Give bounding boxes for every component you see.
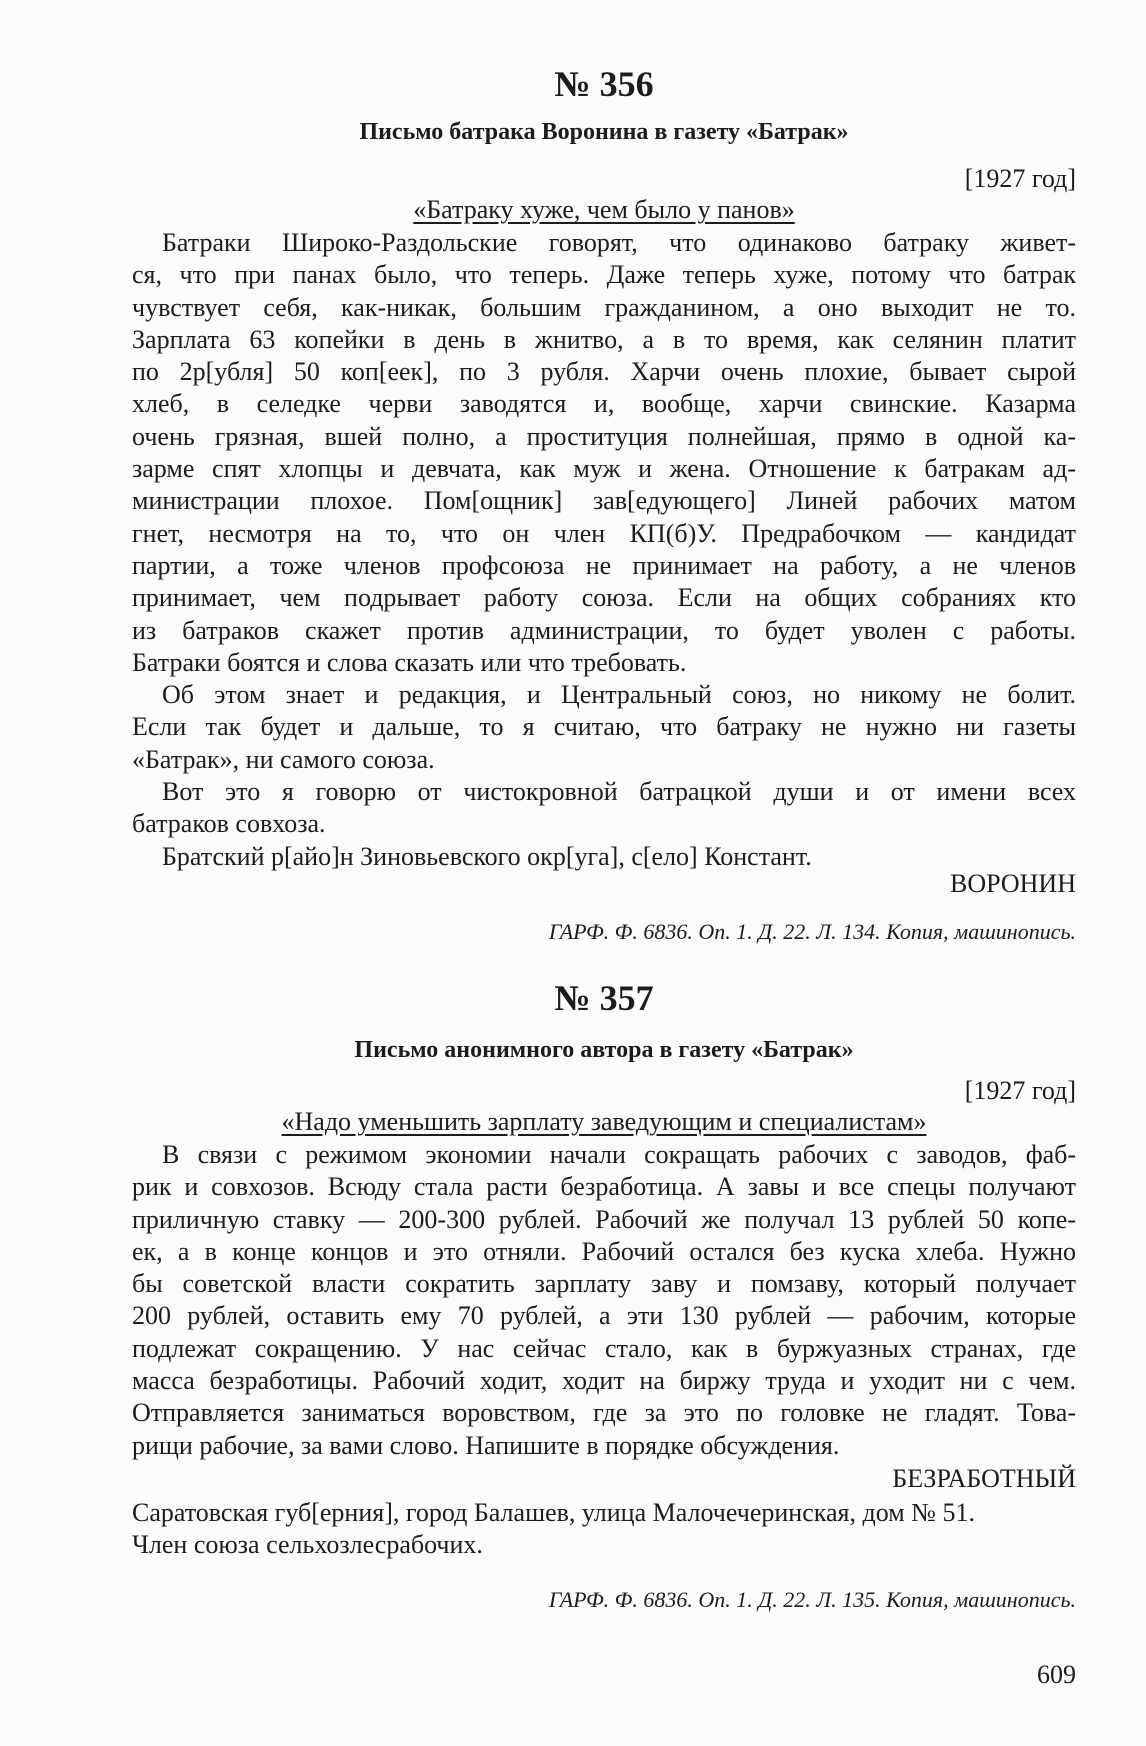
archive-source: ГАРФ. Ф. 6836. Оп. 1. Д. 22. Л. 134. Копия, машинопись. [548, 919, 1076, 944]
document-body [132, 227, 1076, 873]
document-date: [1927 год] [964, 164, 1076, 193]
subtitle-text: «Батраку хуже, чем было у панов» [413, 195, 795, 224]
signature: БЕЗРАБОТНЫЙ [892, 1464, 1076, 1493]
text-line: партии, а тоже членов профсоюза не принимает на работу, а не членов [132, 550, 1076, 580]
text-line: 200 рублей, оставить ему 70 рублей, а эти 130 рублей — рабочим, которые [132, 1301, 1076, 1331]
text-line: хлеб, в селедке черви заводятся и, вообще, харчи свинские. Казарма [132, 389, 1076, 419]
text-line: Братский р[айо]н Зиновьевского окр[уга], с[ело] Констант. [162, 841, 812, 871]
document-body [132, 1139, 1076, 1462]
author-address [132, 1497, 1076, 1562]
text-line: В связи с режимом экономии начали сокращать рабочих с заводов, фаб- [162, 1140, 1076, 1169]
document-subtitle [132, 1106, 1076, 1138]
document-title: Письмо батрака Воронина в газету «Батрак» [359, 119, 849, 145]
text-line: ся, что при панах было, что теперь. Даже теперь хуже, потому что батрак [132, 260, 1076, 290]
text-line: Об этом знает и редакция, и Центральный союз, но никому не болит. [162, 680, 1076, 710]
text-line: масса безработицы. Рабочий ходит, ходит на биржу труда и уходит ни с чем. [132, 1366, 1076, 1396]
document-number: № 357 [554, 978, 654, 1018]
signature: ВОРОНИН [949, 869, 1076, 898]
document-subtitle [132, 194, 1076, 226]
text-line: Вот это я говорю от чистокровной батрацкой души и от имени всех [162, 777, 1076, 807]
text-line: приличную ставку — 200-300 рублей. Рабочий же получал 13 рублей 50 копе- [132, 1204, 1076, 1234]
archive-source: ГАРФ. Ф. 6836. Оп. 1. Д. 22. Л. 135. Копия, машинопись. [548, 1587, 1076, 1612]
document-date: [1927 год] [964, 1076, 1076, 1105]
text-line: бы советской власти сократить зарплату заву и помзаву, который получает [132, 1269, 1076, 1299]
text-line: рищи рабочие, за вами слово. Напишите в порядке обсуждения. [132, 1430, 840, 1460]
document-title: Письмо анонимного автора в газету «Батрак» [354, 1037, 854, 1063]
text-line: гнет, несмотря на то, что он член КП(б)У. Предрабочком — кандидат [132, 518, 1076, 548]
text-line: Зарплата 63 копейки в день в жнитво, а в то время, как селянин платит [132, 324, 1076, 354]
text-line: Батраки Широко-Раздольские говорят, что одинаково батраку живет- [162, 228, 1076, 257]
text-line: министрации плохое. Пом[ощник] зав[едующего] Линей рабочих матом [132, 486, 1076, 516]
text-line: из батраков скажет против администрации, то будет уволен с работы. [132, 615, 1076, 645]
page-number: 609 [1037, 1660, 1076, 1689]
text-line: подлежат сокращению. У нас сейчас стало, как в буржуазных странах, где [132, 1333, 1076, 1363]
text-line: по 2р[убля] 50 коп[еек], по 3 рубля. Харчи очень плохие, бывает сырой [132, 357, 1076, 387]
text-line: Отправляется заниматься воровством, где за это по головке не гладят. Това- [132, 1398, 1076, 1428]
text-line: чувствует себя, как-никак, большим гражданином, а оно выходит не то. [132, 292, 1076, 322]
address-line: Член союза сельхозлесрабочих. [132, 1530, 483, 1560]
address-line: Саратовская губ[ерния], город Балашев, улица Малочечеринская, дом № 51. [132, 1498, 975, 1527]
text-line: Батраки боятся и слова сказать или что требовать. [132, 647, 687, 677]
text-line: рик и совхозов. Всюду стала расти безработица. А завы и все спецы получают [132, 1172, 1076, 1202]
text-line: ек, а в конце концов и это отняли. Рабочий остался без куска хлеба. Нужно [132, 1236, 1076, 1266]
document-number: № 356 [554, 64, 654, 104]
text-line: Если так будет и дальше, то я считаю, что батраку не нужно ни газеты [132, 712, 1076, 742]
text-line: принимает, чем подрывает работу союза. Если на общих собраниях кто [132, 583, 1076, 613]
text-line: батраков совхоза. [132, 809, 326, 839]
text-line: зарме спят хлопцы и девчата, как муж и жена. Отношение к батракам ад- [132, 454, 1076, 484]
text-line: «Батрак», ни самого союза. [132, 744, 435, 774]
subtitle-text: «Надо уменьшить зарплату заведующим и специалистам» [281, 1107, 927, 1136]
text-line: очень грязная, вшей полно, а проституция полнейшая, прямо в одной ка- [132, 421, 1076, 451]
